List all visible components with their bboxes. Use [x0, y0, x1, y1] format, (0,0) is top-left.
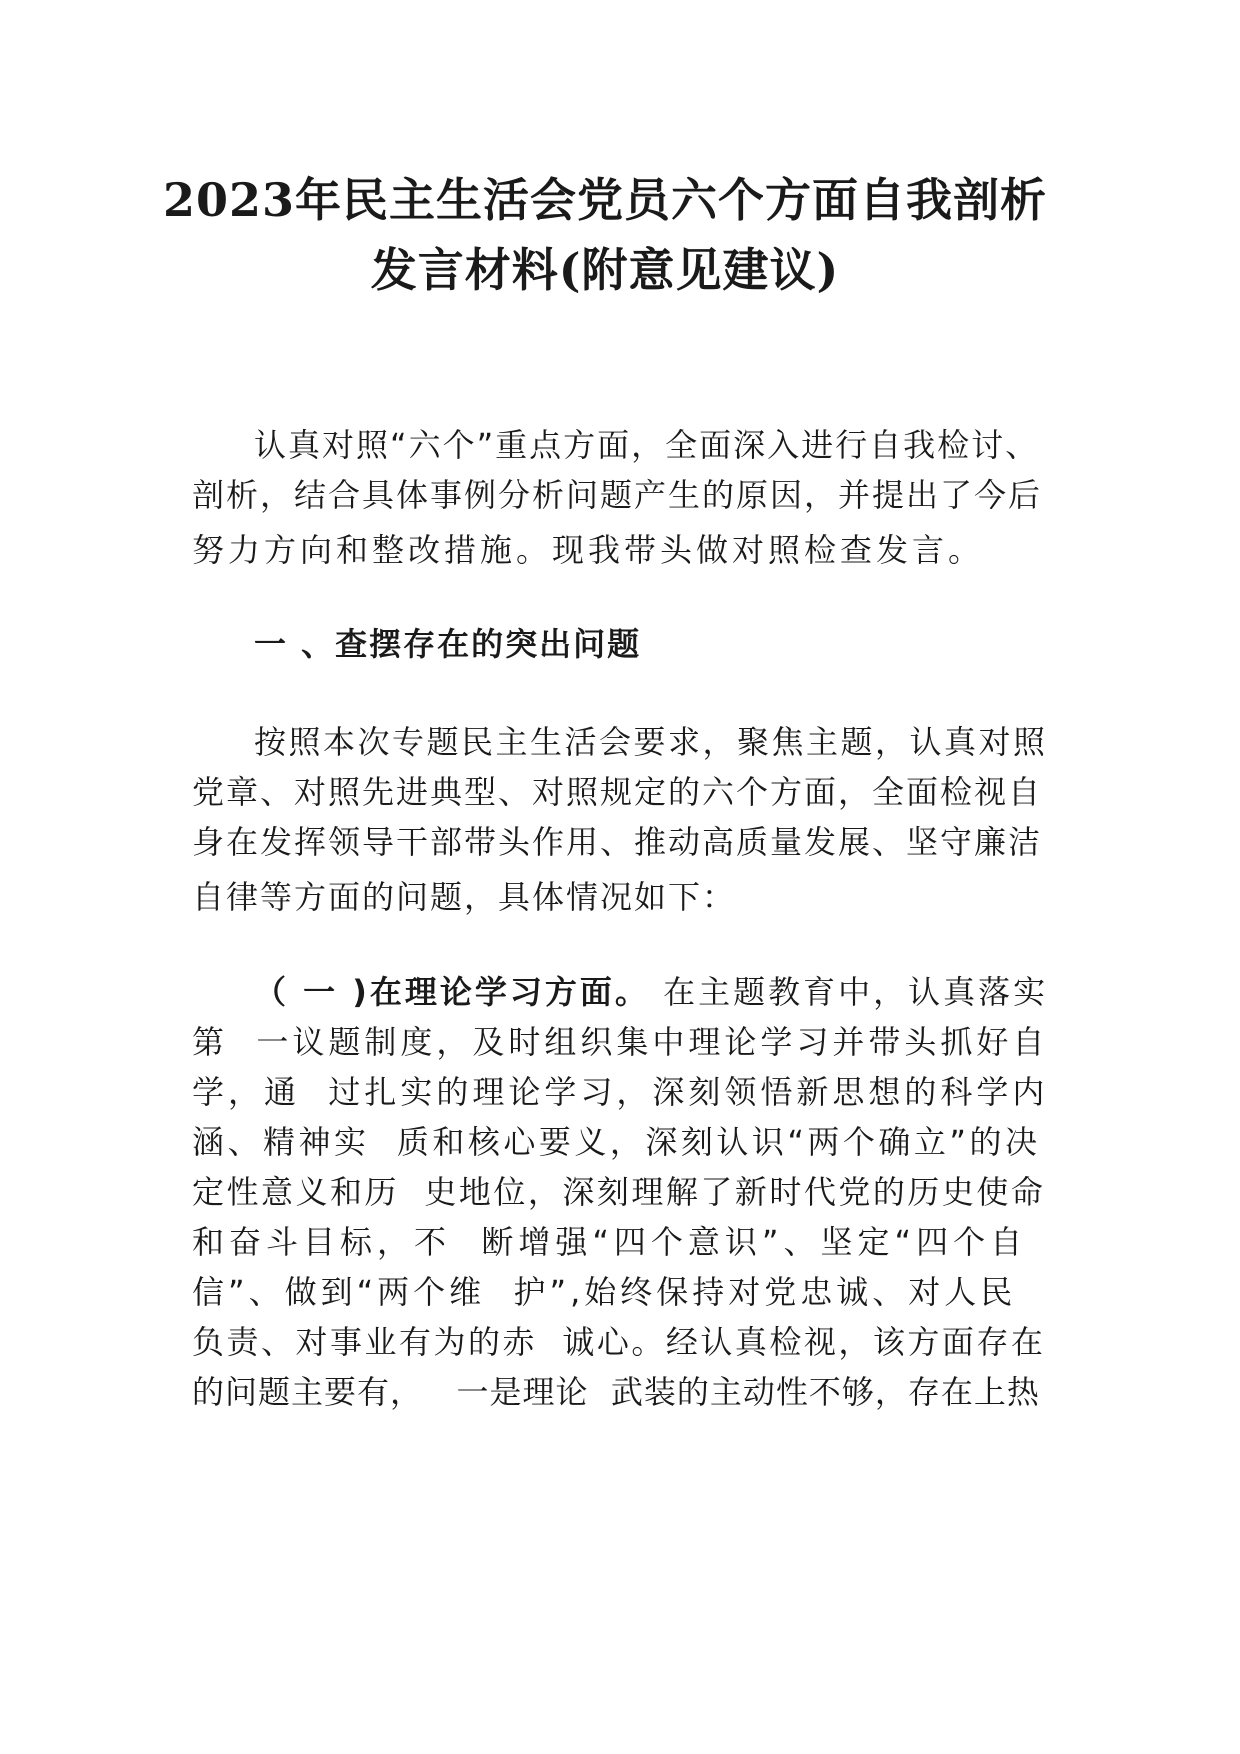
subsection-1-first-line: [254, 972, 1048, 1012]
subsection-1-first-line-text: 在主题教育中，认真落实: [649, 973, 1049, 1011]
subsection-1-line-4: 涵、精神实 质和核心要义，深刻认识“两个确立”的决: [192, 1123, 1041, 1161]
intro-line-2: 剖析，结合具体事例分析问题产生的原因，并提出了今后: [192, 476, 1043, 514]
section-1-line-1: 按照本次专题民主生活会要求，聚焦主题，认真对照: [254, 723, 1048, 761]
section-1-line-2: 党章、对照先进典型、对照规定的六个方面，全面检视自: [192, 773, 1043, 811]
intro-line-1: 认真对照“六个”重点方面，全面深入进行自我检讨、: [254, 426, 1040, 464]
subsection-1-line-6: 和奋斗目标，不 断增强“四个意识”、坚定“四个自: [192, 1223, 1028, 1261]
intro-line-3: 努力方向和整改措施。现我带头做对照检查发言。: [192, 531, 985, 569]
subsection-1-line-7: 信”、做到“两个维 护”,始终保持对党忠诚、对人民: [192, 1273, 1017, 1311]
section-1-line-3: 身在发挥领导干部带头作用、推动高质量发展、坚守廉洁: [192, 823, 1043, 861]
subsection-1-heading: （ 一 )在理论学习方面。: [254, 973, 650, 1011]
document-title-line-2: 发言材料(附意见建议): [370, 243, 840, 297]
section-1-line-4: 自律等方面的问题，具体情况如下：: [192, 878, 737, 916]
subsection-1-line-3: 学，通 过扎实的理论学习，深刻领悟新思想的科学内: [192, 1073, 1049, 1111]
subsection-1-line-9: 的问题主要有， 一是理论 武装的主动性不够，存在上热: [192, 1373, 1040, 1411]
document-title-line-1: 2023年民主生活会党员六个方面自我剖析: [162, 173, 1048, 227]
subsection-1-line-2: 第 一议题制度，及时组织集中理论学习并带头抓好自: [192, 1023, 1049, 1061]
section-1-heading: 一 、查摆存在的突出问题: [254, 625, 642, 663]
subsection-1-line-5: 定性意义和历 史地位，深刻理解了新时代党的历史使命: [192, 1173, 1046, 1211]
subsection-1-line-8: 负责、对事业有为的赤 诚心。经认真检视，该方面存在: [192, 1323, 1046, 1361]
